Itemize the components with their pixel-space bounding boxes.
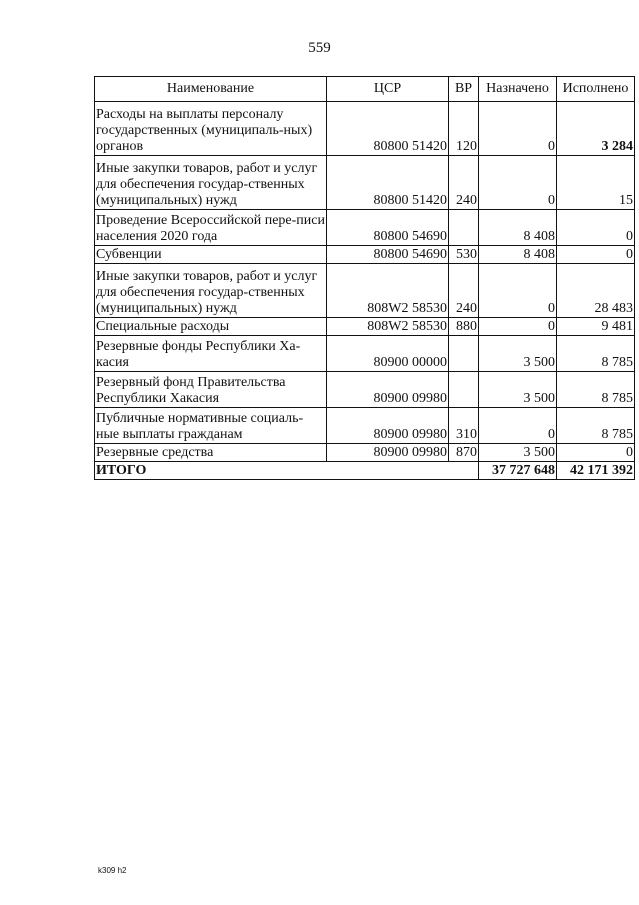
row-csr: 80900 00000	[327, 336, 449, 372]
row-name: Субвенции	[95, 246, 327, 264]
row-executed: 0	[557, 246, 635, 264]
row-executed: 0	[557, 444, 635, 462]
table-row	[95, 444, 635, 462]
row-executed: 15	[557, 156, 635, 210]
table-header-row	[95, 77, 635, 102]
row-name: Резервный фонд Правительства Республики Хакасия	[95, 372, 327, 408]
row-name: Публичные нормативные социаль-ные выплаты гражданам	[95, 408, 327, 444]
row-vr: 870	[449, 444, 479, 462]
row-executed: 8 785	[557, 336, 635, 372]
row-assigned: 3 500	[479, 444, 557, 462]
row-name: Специальные расходы	[95, 318, 327, 336]
header-vr: ВР	[449, 77, 479, 102]
total-executed: 42 171 392	[557, 462, 635, 480]
page-number: 559	[308, 40, 331, 56]
row-name: Резервные фонды Республики Ха-касия	[95, 336, 327, 372]
row-assigned: 8 408	[479, 210, 557, 246]
row-csr: 80900 09980	[327, 444, 449, 462]
header-name: Наименование	[95, 77, 327, 102]
table-row	[95, 336, 635, 372]
row-assigned: 8 408	[479, 246, 557, 264]
row-assigned: 0	[479, 318, 557, 336]
table-row	[95, 246, 635, 264]
row-assigned: 3 500	[479, 336, 557, 372]
row-executed: 8 785	[557, 372, 635, 408]
row-name: Резервные средства	[95, 444, 327, 462]
row-name: Расходы на выплаты персоналу государственных (муниципаль-ных) органов	[95, 102, 327, 156]
row-assigned: 0	[479, 156, 557, 210]
row-assigned: 3 500	[479, 372, 557, 408]
table-row	[95, 318, 635, 336]
row-executed: 28 483	[557, 264, 635, 318]
row-vr: 240	[449, 156, 479, 210]
table-row	[95, 264, 635, 318]
row-vr: 880	[449, 318, 479, 336]
row-assigned: 0	[479, 408, 557, 444]
row-vr	[449, 210, 479, 246]
row-vr: 530	[449, 246, 479, 264]
row-csr: 80900 09980	[327, 372, 449, 408]
footer-code: k309 h2	[98, 866, 127, 875]
table-row	[95, 210, 635, 246]
row-csr: 808W2 58530	[327, 264, 449, 318]
total-label: ИТОГО	[95, 462, 479, 480]
table-row	[95, 372, 635, 408]
total-assigned: 37 727 648	[479, 462, 557, 480]
row-csr: 80800 54690	[327, 210, 449, 246]
row-executed: 3 284	[557, 102, 635, 156]
row-vr: 240	[449, 264, 479, 318]
row-csr: 80900 09980	[327, 408, 449, 444]
row-name: Иные закупки товаров, работ и услуг для обеспечения государ-ственных (муниципальных) нужд	[95, 264, 327, 318]
table-row	[95, 156, 635, 210]
row-executed: 8 785	[557, 408, 635, 444]
row-name: Проведение Всероссийской пере-писи населения 2020 года	[95, 210, 327, 246]
row-csr: 80800 51420	[327, 156, 449, 210]
header-csr: ЦСР	[327, 77, 449, 102]
row-csr: 808W2 58530	[327, 318, 449, 336]
row-assigned: 0	[479, 264, 557, 318]
header-executed: Исполнено	[557, 77, 635, 102]
row-name: Иные закупки товаров, работ и услуг для обеспечения государ-ственных (муниципальных) нужд	[95, 156, 327, 210]
row-vr: 310	[449, 408, 479, 444]
row-executed: 9 481	[557, 318, 635, 336]
header-assigned: Назначено	[479, 77, 557, 102]
row-executed: 0	[557, 210, 635, 246]
table-row	[95, 408, 635, 444]
row-csr: 80800 54690	[327, 246, 449, 264]
row-csr: 80800 51420	[327, 102, 449, 156]
row-assigned: 0	[479, 102, 557, 156]
row-vr: 120	[449, 102, 479, 156]
row-vr	[449, 336, 479, 372]
table-total-row	[95, 462, 635, 480]
row-vr	[449, 372, 479, 408]
table-row	[95, 102, 635, 156]
budget-table	[94, 76, 635, 480]
